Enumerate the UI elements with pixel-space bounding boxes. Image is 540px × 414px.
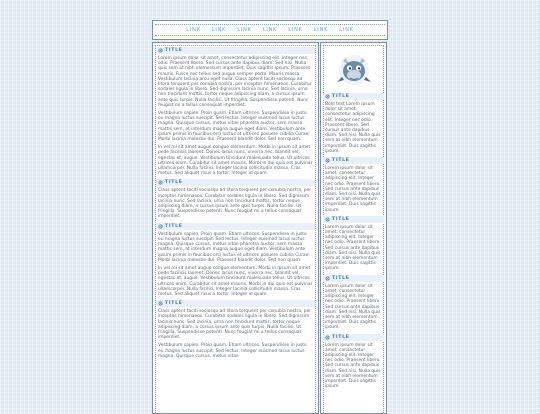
section-title: TITLE	[165, 48, 183, 53]
logo-wrap	[323, 49, 384, 89]
section-title-bar	[323, 93, 384, 100]
section-title-bar	[156, 47, 315, 54]
main-section-4	[156, 300, 315, 359]
sidebar-body	[323, 47, 384, 392]
section-title: TITLE	[332, 334, 350, 340]
nav-link-4[interactable]: LINK	[262, 27, 278, 33]
gear-icon	[325, 276, 330, 281]
sidebar-text: Lorem ipsum dolor sit amet, consectetur adipiscing elit. Integer nec odio. Praesent libero. Sed cursus ante dapibus diam. Sed nisi. Nulla quis sem at nibh elementum imperdiet. Duis sagittis ipsum.	[325, 166, 381, 213]
section-title-bar	[323, 275, 384, 282]
section-title-bar	[156, 300, 315, 307]
section-title-bar	[156, 179, 315, 186]
sidebar-section-1	[323, 93, 384, 154]
paragraph: In vel mi sit amet augue congue elementum. Morbi in ipsum sit amet pede facilisis laoreet. Donec lacus nunc, viverra nec, blandit vel, egestas et, augue. Vestibulum tincidunt malesuada tellus. Ut ultrices ultrices enim. Curabitur sit amet mauris. Morbi in dui quis est pulvinar ullamcorper. Nulla facilisi. Integer lacinia sollicitudin massa. Cras metus. Sed aliquet risus a tortor. Integer id quam.	[158, 145, 313, 177]
gear-icon	[325, 335, 330, 340]
nav-link-3[interactable]: LINK	[237, 27, 252, 33]
section-title: TITLE	[165, 180, 183, 186]
paragraph: In vel mi sit amet augue congue elementum. Morbi in ipsum sit amet pede facilisis laoreet. Donec lacus nunc, viverra nec, blandit vel, egestas et, augue. Vestibulum tincidunt malesuada tellus. Ut ultrices ultrices enim. Curabitur sit amet mauris. Morbi in dui quis est pulvinar ullamcorper. Nulla facilisi. Integer lacinia sollicitudin massa. Cras metus. Sed aliquet risus a tortor. Integer id quam.	[158, 265, 313, 297]
sidebar-section-3	[323, 216, 384, 272]
nav-link-2[interactable]: LINK	[211, 27, 227, 33]
nav-link-6[interactable]: LINK	[313, 27, 329, 33]
section-title: TITLE	[332, 275, 350, 281]
gear-icon	[325, 217, 330, 222]
main-content	[152, 42, 319, 414]
section-title-bar	[323, 157, 384, 164]
main-body	[156, 47, 315, 362]
section-title: TITLE	[332, 94, 350, 99]
nav-link-5[interactable]: LINK	[288, 27, 303, 33]
section-title: TITLE	[332, 216, 350, 222]
nav-link-1[interactable]: LINK	[186, 27, 201, 33]
paragraph: Vestibulum sapien. Proin quam. Etiam ultrices. Suspendisse in justo eu magna luctus suscipit. Sed lectus. Integer euismod lacus luctus magna. Quisque cursus, metus vitae	[158, 343, 307, 359]
sidebar-section-5	[323, 334, 384, 390]
nav-links	[155, 24, 385, 36]
section-title-bar	[323, 334, 384, 341]
section-title-bar	[156, 223, 315, 230]
section-title: TITLE	[165, 223, 183, 229]
main-section-3	[156, 223, 315, 297]
sidebar-text: Lorem ipsum dolor sit amet, consectetur adipiscing elit. Integer nec odio. Praesent libero. Sed cursus ante dapibus diam. Sed nisi. Nulla quis sem at nibh elementum imperdiet. Duis sagittis ipsum.	[325, 224, 381, 272]
sidebar-text: Lorem ipsum dolor sit amet, consectetur adipiscing elit. Integer nec odio. Praesent libero. Sed cursus ante dapibus diam. Sed nisi. Nulla quis sem at nibh elementum imperdiet. Duis sagittis ipsum.	[325, 283, 381, 331]
paragraph: Class aptent taciti sociosqu ad litora torquent per conubia nostra, per inceptos himenaeos. Curabitur sodales ligula in libero. Sed dignissim lacinia nunc. Sed lacinia, urna non tincidunt mattis, tortor neque adipiscing diam, a cursus ipsum ante quis turpis. Nulla facilisi. Ut fringilla. Suspendisse potenti. Nunc feugiat mi a tellus consequat imperdiet.	[158, 309, 312, 341]
paragraph: Vestibulum sapien. Proin quam. Etiam ultrices. Suspendisse in justo eu magna luctus suscipit. Sed lectus. Integer euismod lacus luctus magna. Quisque cursus, metus vitae pharetra auctor, sem massa mattis sem, at interdum magna augue eget diam. Vestibulum ante ipsum primis in faucibus orci luctus et ultrices posuere cubilia Curae; Morbi lacinia molestie dui. Praesent blandit dolor. Sed non quam.	[158, 111, 310, 143]
paragraph: Vestibulum sapien. Proin quam. Etiam ultrices. Suspendisse in justo eu magna luctus suscipit. Sed lectus. Integer euismod lacus luctus magna. Quisque cursus, metus vitae pharetra auctor, sem massa mattis sem, at interdum magna augue eget diam. Vestibulum ante ipsum primis in faucibus orci luctus et ultrices posuere cubilia Curae; Morbi lacinia molestie dui. Praesent blandit dolor. Sed non quam.	[158, 231, 310, 263]
sidebar-section-4	[323, 275, 384, 331]
top-nav	[152, 20, 388, 40]
gear-icon	[158, 48, 163, 53]
sidebar	[320, 42, 387, 414]
gear-icon	[325, 94, 330, 99]
section-title-bar	[323, 216, 384, 223]
paragraph: Class aptent taciti sociosqu ad litora torquent per conubia nostra, per inceptos himenaeos. Curabitur sodales ligula in libero. Sed dignissim lacinia nunc. Sed lacinia, urna non tincidunt mattis, tortor neque adipiscing diam, a cursus ipsum ante quis turpis. Nulla facilisi. Ut fringilla. Suspendisse potenti. Nunc feugiat mi a tellus consequat imperdiet.	[158, 188, 312, 220]
main-section-1	[156, 47, 315, 176]
section-title: TITLE	[332, 158, 350, 164]
sidebar-text: Lorem ipsum dolor sit amet, consectetur adipiscing elit. Integer nec odio. Praesent libero. Sed cursus ante dapibus diam. Sed nisi. Nulla quis sem at nibh elementum imperdiet. Duis sagittis ipsum.	[325, 342, 381, 390]
gear-icon	[158, 180, 163, 185]
gear-icon	[158, 224, 163, 229]
sidebar-text: Bold text Lorem ipsum dolor sit amet, consectetur adipiscing elit. Integer nec odio. Praesent libero. Sed cursus ante dapibus diam. Sed nisi. Nulla quis sem at nibh elementum imperdiet. Duis sagittis ipsum.	[325, 102, 381, 154]
sidebar-section-2	[323, 157, 384, 213]
paragraph: Lorem ipsum dolor sit amet, consectetur adipiscing elit. Integer nec odio. Praesent libero. Sed cursus ante dapibus diam. Sed nisi. Nulla quis sem at nibh elementum imperdiet. Duis sagittis ipsum. Praesent mauris. Fusce nec tellus sed augue semper porta. Mauris massa. Vestibulum lacinia arcu eget nulla. Class aptent taciti sociosqu ad litora torquent per conubia nostra, per inceptos himenaeos. Curabitur sodales ligula in libero. Sed dignissim lacinia nunc. Sed lacinia, urna non tincidunt mattis, tortor neque adipiscing diam, a cursus ipsum ante quis turpis. Nulla facilisi. Ut fringilla. Suspendisse potenti. Nunc feugiat mi a tellus consequat imperdiet.	[158, 56, 312, 108]
main-section-2	[156, 179, 315, 219]
gear-icon	[158, 301, 163, 306]
dragon-logo	[334, 49, 374, 89]
section-title: TITLE	[165, 301, 183, 307]
nav-link-7[interactable]: LINK	[339, 27, 354, 33]
gear-icon	[325, 158, 330, 163]
